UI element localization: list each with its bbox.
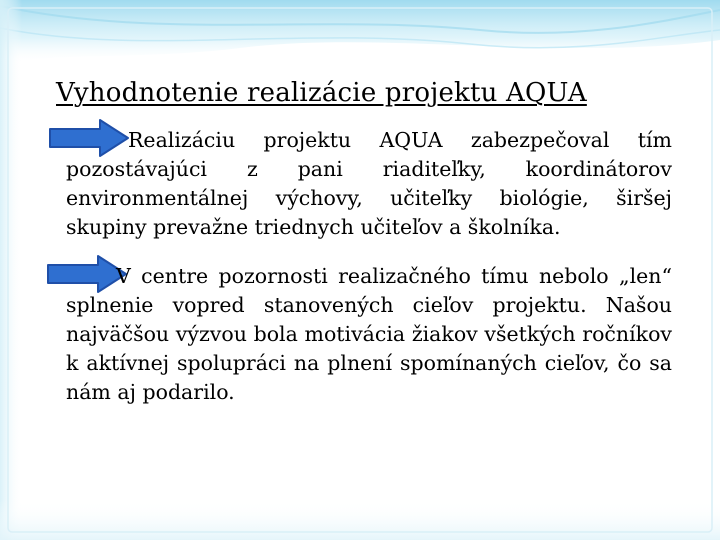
paragraph-focus-text: V centre pozornosti realizačného tímu nebolo „len“ splnenie vopred stanovených cieľov projektu. Našou najväčšou výzvou bola motivácia žiakov všetkých ročníkov k aktívnej spolupráci na plnení spomínaných cieľov, čo sa nám aj podarilo. (66, 264, 672, 404)
paragraph-team (66, 126, 672, 242)
paragraph-focus (66, 262, 672, 407)
slide-title: Vyhodnotenie realizácie projektu AQUA (56, 78, 587, 108)
paragraph-team-text: Realizáciu projektu AQUA zabezpečoval tím pozostávajúci z pani riaditeľky, koordinátorov environmentálnej výchovy, učiteľky biológie, širšej skupiny prevažne triednych učiteľov a školníka. (66, 128, 672, 239)
